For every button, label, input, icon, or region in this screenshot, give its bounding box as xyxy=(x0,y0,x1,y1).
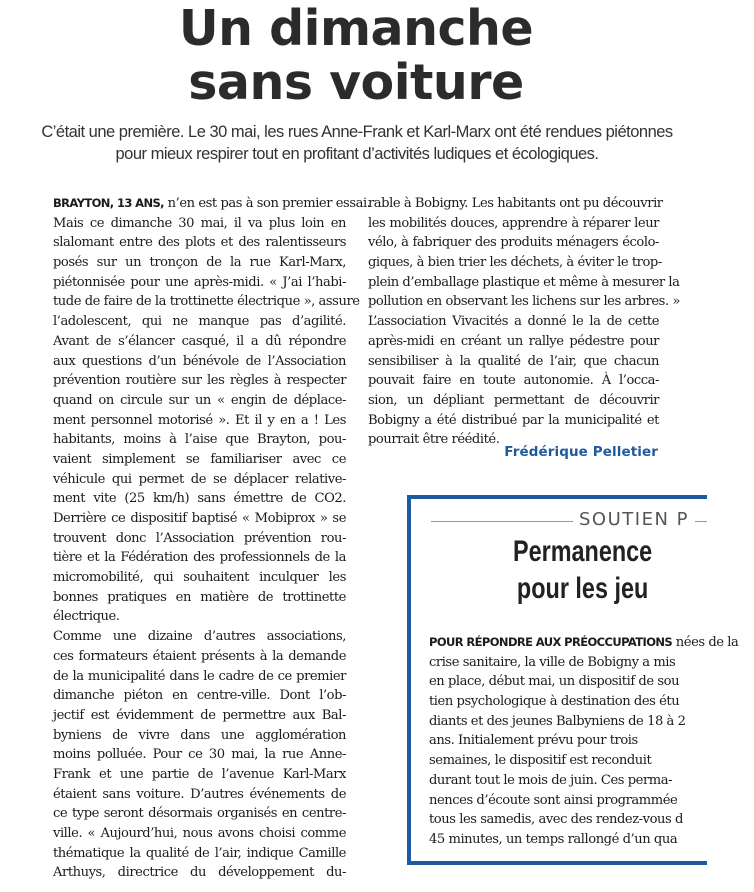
sidebar-line-5: diants et des jeunes Balbyniens de 18 à 2 xyxy=(429,713,686,729)
col2-line-8: après-midi en créant un rallye pédestre pour xyxy=(368,333,659,349)
sidebar-line-3: en place, début mai, un dispositif de sou xyxy=(429,674,680,690)
col2-line-7: L’association Vivacités a donné le la de cette xyxy=(368,314,659,330)
col1-line-34: thématique la qualité de l’air, indique Camille xyxy=(53,845,346,861)
sidebar-line-1: POUR RÉPONDRE AUX PRÉOCCUPATIONS nées de la xyxy=(429,635,739,650)
sidebar-lead: POUR RÉPONDRE AUX PRÉOCCUPATIONS xyxy=(429,635,673,649)
article-title-line-2: sans voiture xyxy=(188,54,524,111)
col2-line-3: vélo, à fabriquer des produits ménagers écolo- xyxy=(368,235,659,251)
sidebar-line-10: tous les samedis, avec des rendez-vous d xyxy=(429,812,683,828)
article-lead: BRAYTON, 13 ANS, xyxy=(53,196,164,210)
sidebar-kicker: SOUTIEN P xyxy=(573,509,695,530)
sidebar-title xyxy=(411,533,754,607)
col1-line-21: bonnes pratiques en matière de trottinette xyxy=(53,589,346,605)
sidebar-box xyxy=(407,495,739,865)
sidebar-line-11: 45 minutes, un temps rallongé d’un qua xyxy=(429,831,678,847)
col1-line-2: Mais ce dimanche 30 mai, il va plus loin en xyxy=(53,215,346,231)
sidebar-line-4: tien psychologique à destination des étu xyxy=(429,694,680,710)
col1-line-32: ce type seront désormais organisés en centre- xyxy=(53,806,346,822)
article-column-1 xyxy=(53,194,371,883)
col2-line-2: les mobilités douces, apprendre à réparer leur xyxy=(368,215,659,231)
col1-line-24: ces formateurs étaient présents à la demande xyxy=(53,648,346,664)
col1-line-15: véhicule qui permet de se déplacer relative- xyxy=(53,471,346,487)
article-title xyxy=(0,2,712,110)
col1-line-27: jectif est évidemment de permettre aux Bal- xyxy=(53,707,346,723)
col1-line-26: dimanche piéton en centre-ville. Dont l’ob- xyxy=(53,688,346,704)
sidebar-line-6: ans. Initialement prévu pour trois xyxy=(429,733,638,749)
deck-line-1: C’était une première. Le 30 mai, les rues Anne-Frank et Karl-Marx ont été rendues piétonnes xyxy=(41,123,673,141)
col1-line-7: l’adolescent, qui ne manque pas d’agilité. xyxy=(53,314,346,330)
col1-line-35: Arthuys, directrice du développement du- xyxy=(53,865,346,881)
col1-line-13: habitants, moins à l’aise que Brayton, pou- xyxy=(53,432,346,448)
sidebar-title-line-1: Permanence xyxy=(513,535,653,568)
col1-line-5: piétonnisée pour une après-midi. « J’ai l’habi- xyxy=(53,274,346,290)
col1-line-10: prévention routière sur les règles à respecter xyxy=(53,373,346,389)
col1-line-4: posés sur un tronçon de la rue Karl-Marx, xyxy=(53,255,346,271)
deck-line-2: pour mieux respirer tout en profitant d’activités ludiques et écologiques. xyxy=(115,145,599,163)
sidebar-line-7: semaines, le dispositif est reconduit xyxy=(429,753,652,769)
col1-line-8: Avant de s’élancer casqué, il a dû répondre xyxy=(53,333,346,349)
col2-line-6: pollution en observant les lichens sur les arbres. » xyxy=(368,294,680,310)
col1-line-29: moins polluée. Pour ce 30 mai, la rue Anne- xyxy=(53,747,346,763)
sidebar-line-2: crise sanitaire, la ville de Bobigny a mis xyxy=(429,654,676,670)
col1-line-19: tière et la Fédération des professionnels de la xyxy=(53,550,346,566)
sidebar-title-line-2: pour les jeu xyxy=(516,572,649,605)
col1-line-11: quand on circule sur un « engin de déplace- xyxy=(53,392,346,408)
col1-line-30: Frank et une partie de l’avenue Karl-Marx xyxy=(53,766,346,782)
col2-line-11: sion, un dépliant permettant de découvrir xyxy=(368,392,659,408)
col2-line-9: sensibiliser à la qualité de l’air, que chacun xyxy=(368,353,659,369)
col2-line-5: plein d’emballage plastique et même à mesurer la xyxy=(368,274,680,290)
col1-line-6: tude de faire de la trottinette électrique », assure xyxy=(53,294,360,310)
col1-line-28: byniens de vivre dans une agglomération xyxy=(53,727,346,743)
col2-line-13: pourrait être réédité. xyxy=(368,432,500,448)
col1-line-17: Derrière ce dispositif baptisé « Mobiprox » se xyxy=(53,511,346,526)
col1-line-20: micromobilité, qui souhaitent inculquer les xyxy=(53,570,346,586)
sidebar-line-8: durant tout le mois de juin. Ces perma- xyxy=(429,772,673,788)
col1-line-23: Comme une dizaine d’autres associations, xyxy=(53,629,346,645)
col1-line-31: étaient sans voiture. D’autres événements de xyxy=(53,786,346,802)
col1-line-1: BRAYTON, 13 ANS, n’en est pas à son premier essai. xyxy=(53,196,371,211)
col2-line-12: Bobigny a été distribué par la municipalité et xyxy=(368,412,659,428)
col1-line-33: ville. « Aujourd’hui, nous avons choisi comme xyxy=(53,826,346,841)
col1-line-12: ment personnel motorisé ». Et il y en a ! Les xyxy=(53,412,346,428)
col1-line-9: aux questions d’un bénévole de l’Association xyxy=(53,353,346,369)
col1-line-22: électrique. xyxy=(53,609,120,625)
col1-line-18: trouvent donc l’Association prévention rou- xyxy=(53,530,346,546)
col2-line-4: giques, à bien trier les déchets, à éviter le trop- xyxy=(368,255,662,271)
sidebar-line-9: nences d’écoute sont ainsi programmée xyxy=(429,792,678,808)
col2-line-10: pouvait faire en toute autonomie. À l’occa- xyxy=(368,373,659,389)
sidebar-text xyxy=(429,633,739,850)
article-byline: Frédérique Pelletier xyxy=(504,444,658,460)
col2-line-1: rable à Bobigny. Les habitants ont pu découvrir xyxy=(368,196,663,211)
article-title-line-1: Un dimanche xyxy=(178,0,534,57)
col1-line-16: ment vite (25 km/h) sans émettre de CO2. xyxy=(53,491,346,507)
article-deck xyxy=(0,121,714,165)
col1-line-14: vaient simplement se familiariser avec ce xyxy=(53,451,346,467)
article-column-2 xyxy=(368,194,680,450)
col1-line-3: slalomant entre des plots et des ralentisseurs xyxy=(53,235,346,251)
col1-line-25: de la municipalité dans le cadre de ce premier xyxy=(53,668,346,684)
